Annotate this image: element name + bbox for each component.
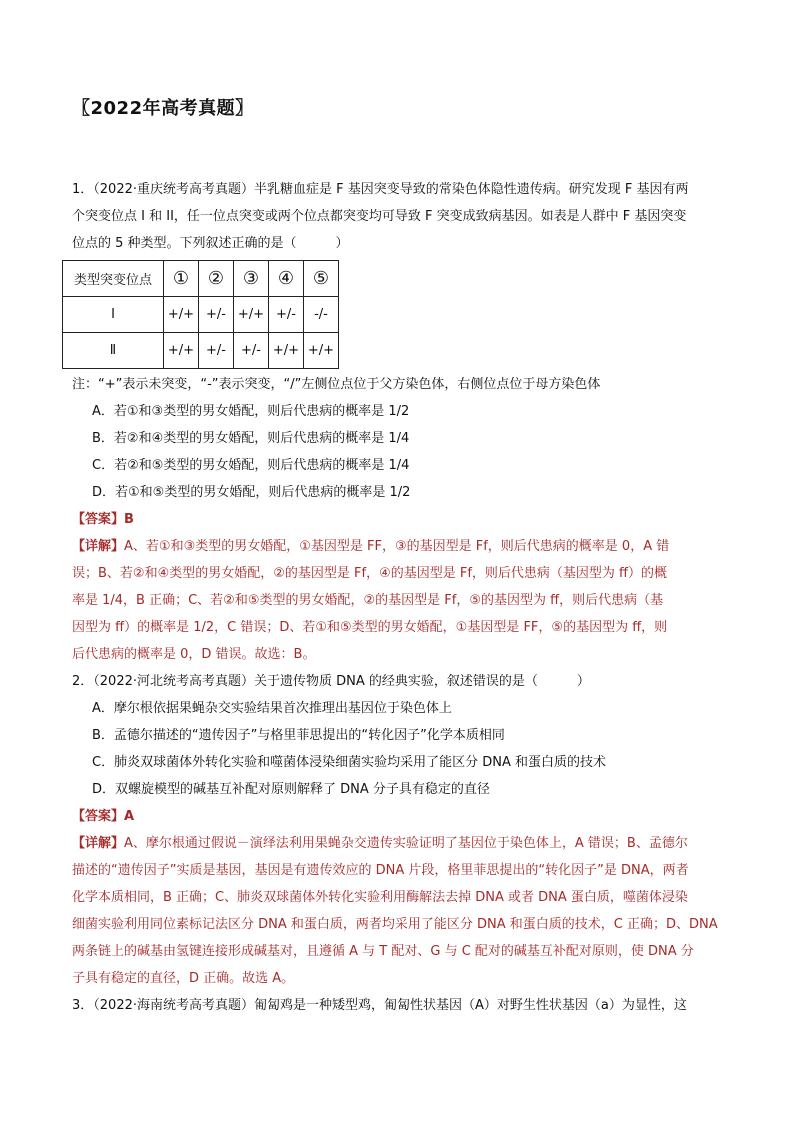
table-column-header: ③ bbox=[234, 261, 269, 297]
table-row-label: Ⅱ bbox=[63, 333, 164, 369]
table-row bbox=[63, 297, 339, 333]
detail-label: 【详解】 bbox=[72, 836, 125, 851]
table-cell: +/+ bbox=[304, 333, 339, 369]
detail-line bbox=[72, 830, 726, 857]
detail-line: 后代患病的概率是 0，D 错误。故选：B。 bbox=[72, 647, 316, 662]
question-1-stem bbox=[72, 176, 726, 257]
table-cell: +/- bbox=[199, 297, 234, 333]
detail-line: 化学本质相同，B 正确；C、肺炎双球菌体外转化实验利用酶解法去掉 DNA 或者 DNA 蛋白质，噬菌体浸染 bbox=[72, 890, 688, 905]
table-cell: +/+ bbox=[164, 333, 199, 369]
option-d: D．若①和⑤类型的男女婚配，则后代患病的概率是 1/2 bbox=[92, 485, 411, 500]
table-column-header: ① bbox=[164, 261, 199, 297]
answer-label: 【答案】 bbox=[72, 809, 125, 824]
question-1-body bbox=[72, 371, 726, 668]
table-header-row bbox=[63, 261, 339, 297]
detail-line: 因型为 ff）的概率是 1/2，C 错误；D、若①和⑤类型的男女婚配，①基因型是 FF，⑤的基因型为 ff，则 bbox=[72, 620, 668, 635]
answer-value: B bbox=[124, 512, 134, 527]
answer-value: A bbox=[124, 809, 135, 824]
stem-line: 1．（2022·重庆统考高考真题）半乳糖血症是 F 基因突变导致的常染色体隐性遗传病。研究发现 F 基因有两 bbox=[72, 182, 689, 197]
table-row-label: Ⅰ bbox=[63, 297, 164, 333]
answer-label: 【答案】 bbox=[72, 512, 125, 527]
detail-label: 【详解】 bbox=[72, 539, 125, 554]
answer-line bbox=[72, 803, 726, 830]
option-c: C．若②和⑤类型的男女婚配，则后代患病的概率是 1/4 bbox=[92, 458, 410, 473]
stem-line: 位点的 5 种类型。下列叙述正确的是（ ） bbox=[72, 236, 349, 251]
answer-line bbox=[72, 506, 726, 533]
table-cell: -/- bbox=[304, 297, 339, 333]
section-title: 〖2022年高考真题〗 bbox=[72, 98, 254, 119]
detail-line: 子具有稳定的直径，D 正确。故选 A。 bbox=[72, 971, 295, 986]
option-c: C．肺炎双球菌体外转化实验和噬菌体浸染细菌实验均采用了能区分 DNA 和蛋白质的技术 bbox=[92, 755, 606, 770]
mutation-type-table bbox=[62, 260, 339, 369]
table-cell: +/- bbox=[199, 333, 234, 369]
option-b: B．若②和④类型的男女婚配，则后代患病的概率是 1/4 bbox=[92, 431, 410, 446]
table-column-header: ④ bbox=[269, 261, 304, 297]
detail-line: 两条链上的碱基由氢键连接形成碱基对，且遵循 A 与 T 配对、G 与 C 配对的碱基互补配对原则，使 DNA 分 bbox=[72, 944, 694, 959]
detail-line: 细菌实验利用同位素标记法区分 DNA 和蛋白质，两者均采用了能区分 DNA 和蛋白质的技术，C 正确；D、DNA bbox=[72, 917, 718, 932]
table-cell: +/+ bbox=[269, 333, 304, 369]
table-row bbox=[63, 333, 339, 369]
option-d: D．双螺旋模型的碱基互补配对原则解释了 DNA 分子具有稳定的直径 bbox=[92, 782, 490, 797]
question-2 bbox=[72, 668, 726, 1019]
detail-line bbox=[72, 533, 726, 560]
table-note: 注：“+”表示未突变，“-”表示突变，“/”左侧位点位于父方染色体，右侧位点位于母方染色体 bbox=[72, 377, 601, 392]
table-cell: +/+ bbox=[234, 297, 269, 333]
detail-text: A、摩尔根通过假说－演绎法利用果蝇杂交遗传实验证明了基因位于染色体上，A 错误；B、孟德尔 bbox=[124, 836, 688, 851]
question-2-stem: 2．（2022·河北统考高考真题）关于遗传物质 DNA 的经典实验，叙述错误的是（ ） bbox=[72, 674, 590, 689]
option-a: A．若①和③类型的男女婚配，则后代患病的概率是 1/2 bbox=[92, 404, 410, 419]
table-cell: +/- bbox=[234, 333, 269, 369]
question-3-stem: 3．（2022·海南统考高考真题）匍匐鸡是一种矮型鸡，匍匐性状基因（A）对野生性状基因（a）为显性，这 bbox=[72, 998, 687, 1013]
option-a: A．摩尔根依据果蝇杂交实验结果首次推理出基因位于染色体上 bbox=[92, 701, 452, 716]
table-corner-cell: 类型突变位点 bbox=[63, 261, 164, 297]
option-b: B．孟德尔描述的“遗传因子”与格里菲思提出的“转化因子”化学本质相同 bbox=[92, 728, 505, 743]
table-column-header: ⑤ bbox=[304, 261, 339, 297]
table-cell: +/+ bbox=[164, 297, 199, 333]
stem-line: 个突变位点 I 和 II，任一位点突变或两个位点都突变均可导致 F 突变成致病基因。如表是人群中 F 基因突变 bbox=[72, 209, 687, 224]
table-column-header: ② bbox=[199, 261, 234, 297]
detail-line: 描述的“遗传因子”实质是基因，基因是有遗传效应的 DNA 片段，格里菲思提出的“转化因子”是 DNA，两者 bbox=[72, 863, 689, 878]
table-cell: +/- bbox=[269, 297, 304, 333]
detail-line: 误；B、若②和④类型的男女婚配，②的基因型是 Ff，④的基因型是 Ff，则后代患病（基因型为 ff）的概 bbox=[72, 566, 667, 581]
detail-line: 率是 1/4，B 正确；C、若②和⑤类型的男女婚配，②的基因型是 Ff，⑤的基因型为 ff，则后代患病（基 bbox=[72, 593, 664, 608]
detail-text: A、若①和③类型的男女婚配，①基因型是 FF，③的基因型是 Ff，则后代患病的概率是 0，A 错 bbox=[124, 539, 670, 554]
